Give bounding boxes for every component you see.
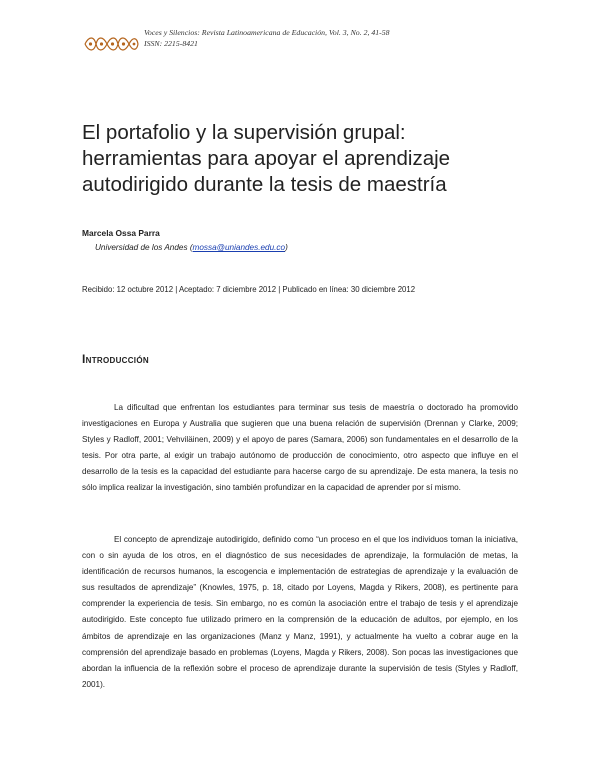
affiliation-prefix: Universidad de los Andes ( xyxy=(95,243,193,252)
paragraph-2: El concepto de aprendizaje autodirigido, definido como “un proceso en el que los individuos toman la iniciativa, con o sin ayuda de los otros, en el diagnóstico de sus necesidades de aprendizaje, la formulación de metas, la identificación de recursos humanos, la escogencia e implementación de estrategias de aprendizaje y la evaluación de sus resultados de aprendizaje” (Knowles, 1975, p. 18, citado por Loyens, Magda y Rikers, 2008), es pertinente para comprender la experiencia de tesis. Sin embargo, no es común la asociación entre el trabajo de tesis y el aprendizaje autodirigido. Este concepto fue utilizado primero en la comprensión de la educación de adultos, por ejemplo, en los ámbitos de aprendizaje en las organizaciones (Manz y Manz, 1991), y actualmente ha vuelto a cobrar auge en la comprensión del aprendizaje basado en problemas (Loyens, Magda y Rikers, 2008). Son pocas las investigaciones que abordan la influencia de la reflexión sobre el proceso de aprendizaje durante la supervisión de tesis (Styles y Radloff, 2001). xyxy=(82,535,518,689)
author-name: Marcela Ossa Parra xyxy=(82,228,160,238)
paragraph-1: La dificultad que enfrentan los estudiantes para terminar sus tesis de maestría o doctorado ha promovido investigaciones en Europa y Australia que sugieren que una buena relación de supervisión (Drennan y Clarke, 2009; Styles y Radloff, 2001; Vehviläinen, 2009) y el apoyo de pares (Samara, 2006) son fundamentales en el desarrollo de la tesis. Por otra parte, al exigir un trabajo autónomo de producción de conocimiento, otro aspecto que influye en el desarrollo de la tesis es la capacidad del estudiante para hacerse cargo de su aprendizaje. De esta manera, la tesis no sólo implica realizar la investigación, sino también profundizar en la capacidad de aprender por sí mismo. xyxy=(82,403,518,493)
journal-logo-icon xyxy=(82,30,140,58)
journal-line: Voces y Silencios: Revista Latinoamericana de Educación, Vol. 3, No. 2, 41-58 xyxy=(144,28,390,37)
article-title xyxy=(82,120,522,198)
section-heading-introduccion: Introducción xyxy=(82,352,149,366)
affiliation-suffix: ) xyxy=(285,243,288,252)
author-email-link[interactable]: mossa@uniandes.edu.co xyxy=(192,243,286,252)
title-line-2: herramientas para apoyar el aprendizaje xyxy=(82,147,451,170)
title-line-1: El portafolio y la supervisión grupal: xyxy=(82,121,406,144)
author-affiliation xyxy=(95,243,288,252)
title-line-3: autodirigido durante la tesis de maestría xyxy=(82,173,447,196)
journal-header xyxy=(82,27,522,63)
publication-dates: Recibido: 12 octubre 2012 | Aceptado: 7 diciembre 2012 | Publicado en línea: 30 diciembre 2012 xyxy=(82,285,416,294)
issn-line: ISSN: 2215-8421 xyxy=(144,39,198,48)
journal-citation xyxy=(144,27,390,49)
